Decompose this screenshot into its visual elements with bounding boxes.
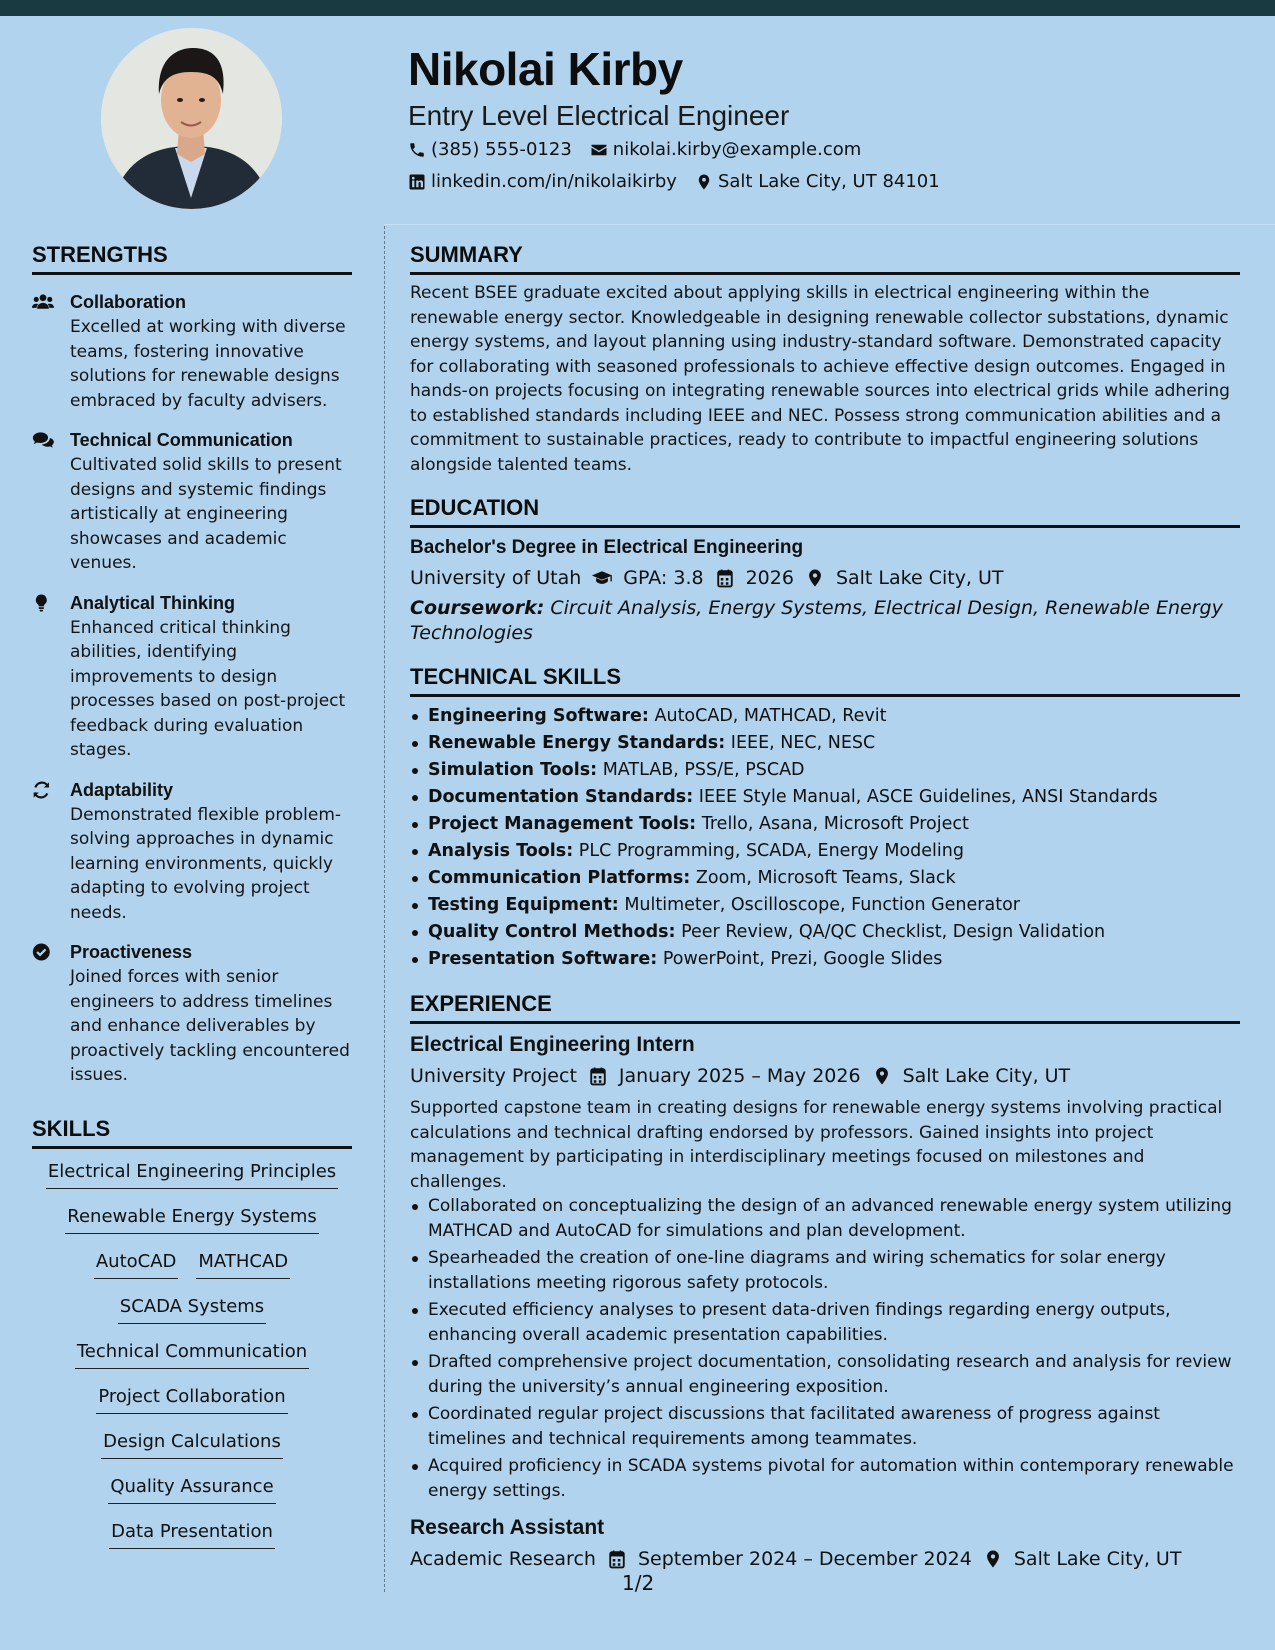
column-divider xyxy=(384,226,385,1592)
job-bullets xyxy=(410,1194,1240,1503)
contact-row-2 xyxy=(408,166,1248,198)
top-accent-bar xyxy=(0,0,1275,16)
experience-heading: EXPERIENCE xyxy=(410,989,1240,1024)
job-dates: September 2024 – December 2024 xyxy=(637,1548,972,1570)
list-item: Analysis Tools: PLC Programming, SCADA, Energy Modeling xyxy=(410,838,1240,865)
gpa-text: GPA: 3.8 xyxy=(623,567,704,589)
strength-item xyxy=(32,427,352,576)
map-pin-icon xyxy=(871,1066,893,1086)
strength-description: Demonstrated flexible problem-solving approaches in dynamic learning environments, quickly adapting to evolving project needs. xyxy=(70,804,342,923)
comments-icon xyxy=(32,430,54,450)
list-item: Project Management Tools: Trello, Asana, Microsoft Project xyxy=(410,811,1240,838)
list-item: Executed efficiency analyses to present data-driven findings regarding energy outputs, enhancing overall academic presentation capabilities. xyxy=(410,1298,1240,1347)
job-meta xyxy=(410,1543,1240,1575)
lightbulb-icon xyxy=(32,593,54,613)
skill-tag: SCADA Systems xyxy=(118,1294,266,1324)
skill-tag: Electrical Engineering Principles xyxy=(46,1159,338,1189)
linkedin-icon xyxy=(408,173,426,191)
list-item: Quality Control Methods: Peer Review, QA/QC Checklist, Design Validation xyxy=(410,919,1240,946)
right-column xyxy=(410,240,1240,1575)
summary-heading: SUMMARY xyxy=(410,240,1240,275)
job-meta xyxy=(410,1060,1240,1092)
header xyxy=(408,40,1248,198)
skill-tag: AutoCAD xyxy=(94,1249,179,1279)
education-meta xyxy=(410,562,1240,594)
strength-item xyxy=(32,777,352,926)
list-item: Renewable Energy Standards: IEEE, NEC, NESC xyxy=(410,730,1240,757)
strength-name: Collaboration xyxy=(70,292,186,312)
strength-item xyxy=(32,939,352,1088)
skill-tag: Renewable Energy Systems xyxy=(65,1204,318,1234)
strength-name: Adaptability xyxy=(70,779,174,800)
coursework-list: Circuit Analysis, Energy Systems, Electrical Design, Renewable Energy Technologies xyxy=(410,597,1223,644)
location-text: Salt Lake City, UT 84101 xyxy=(717,171,940,192)
strength-description: Enhanced critical thinking abilities, identifying improvements to design processes based on post-project feedback during evaluation stages. xyxy=(70,617,346,760)
strength-name: Technical Communication xyxy=(70,430,293,450)
list-item: Engineering Software: AutoCAD, MATHCAD, Revit xyxy=(410,703,1240,730)
technical-skills-heading: TECHNICAL SKILLS xyxy=(410,662,1240,697)
contact-row-1 xyxy=(408,134,1248,166)
strengths-heading: STRENGTHS xyxy=(32,240,352,275)
skill-tag: Data Presentation xyxy=(109,1519,275,1549)
strength-name: Proactiveness xyxy=(70,942,193,962)
page-number: 1/2 xyxy=(622,1571,655,1595)
organization: University Project xyxy=(410,1065,577,1087)
education-heading: EDUCATION xyxy=(410,493,1240,528)
phone-contact[interactable] xyxy=(408,134,572,166)
map-pin-icon xyxy=(804,568,826,588)
location-contact xyxy=(695,166,940,198)
list-item: Documentation Standards: IEEE Style Manual, ASCE Guidelines, ANSI Standards xyxy=(410,784,1240,811)
degree-title: Bachelor's Degree in Electrical Engineering xyxy=(410,537,804,558)
coursework xyxy=(410,596,1240,646)
graduation-cap-icon xyxy=(591,568,613,588)
users-icon xyxy=(32,292,54,312)
skill-tag: MATHCAD xyxy=(196,1249,290,1279)
skill-tag: Technical Communication xyxy=(75,1339,309,1369)
job-location: Salt Lake City, UT xyxy=(902,1065,1071,1087)
strength-name: Analytical Thinking xyxy=(70,592,236,613)
list-item: Presentation Software: PowerPoint, Prezi, Google Slides xyxy=(410,946,1240,973)
candidate-title: Entry Level Electrical Engineer xyxy=(408,100,790,131)
email-contact[interactable] xyxy=(590,134,862,166)
strength-description: Excelled at working with diverse teams, fostering innovative solutions for renewable designs embraced by faculty advisers. xyxy=(70,317,346,411)
left-column xyxy=(32,240,352,1564)
email-text: nikolai.kirby@example.com xyxy=(612,139,862,160)
list-item: Collaborated on conceptualizing the design of an advanced renewable energy system utilizing MATHCAD and AutoCAD for simulations and plan development. xyxy=(410,1194,1240,1243)
job-description: Supported capstone team in creating designs for renewable energy systems involving practical calculations and technical drafting endorsed by professors. Gained insights into project management by participating in interdisciplinary meetings focused on milestones and challenges. xyxy=(410,1098,1223,1192)
strength-description: Cultivated solid skills to present designs and systemic findings artistically at engineering showcases and academic venues. xyxy=(70,455,342,573)
job-dates: January 2025 – May 2026 xyxy=(618,1065,861,1087)
job-title: Electrical Engineering Intern xyxy=(410,1033,695,1056)
list-item: Coordinated regular project discussions that facilitated awareness of progress against timelines and technical requirements among teammates. xyxy=(410,1402,1240,1451)
list-item: Testing Equipment: Multimeter, Oscilloscope, Function Generator xyxy=(410,892,1240,919)
strength-description: Joined forces with senior engineers to address timelines and enhance deliverables by proactively tackling encountered issues. xyxy=(70,967,350,1085)
calendar-icon xyxy=(714,568,736,588)
header-divider xyxy=(384,224,1275,225)
candidate-name: Nikolai Kirby xyxy=(408,43,683,95)
skill-tag: Project Collaboration xyxy=(96,1384,287,1414)
phone-icon xyxy=(408,141,426,159)
technical-skills-list xyxy=(410,703,1240,973)
list-item: Communication Platforms: Zoom, Microsoft Teams, Slack xyxy=(410,865,1240,892)
calendar-icon xyxy=(587,1066,609,1086)
list-item: Drafted comprehensive project documentation, consolidating research and analysis for review during the university’s annual engineering exposition. xyxy=(410,1350,1240,1399)
summary-text: Recent BSEE graduate excited about applying skills in electrical engineering within the renewable energy sector. Knowledgeable in designing renewable collector substations, dynamic energy systems, and layout planning using industry-standard software. Demonstrated capacity for collaborating with seasoned professionals to achieve effective design outcomes. Engaged in hands-on projects focusing on integrating renewable sources into electrical grids while adhering to established standards including IEEE and NEC. Possess strong communication abilities and a commitment to sustainable practices, ready to contribute to impactful engineering solutions alongside talented teams. xyxy=(410,283,1230,475)
map-pin-icon xyxy=(982,1549,1004,1569)
graduation-year: 2026 xyxy=(745,567,794,589)
phone-text: (385) 555-0123 xyxy=(431,139,572,160)
skills-heading: SKILLS xyxy=(32,1114,352,1149)
refresh-icon xyxy=(32,780,54,800)
strength-item xyxy=(32,590,352,763)
list-item: Simulation Tools: MATLAB, PSS/E, PSCAD xyxy=(410,757,1240,784)
job-title: Research Assistant xyxy=(410,1516,605,1539)
linkedin-text: linkedin.com/in/nikolaikirby xyxy=(431,171,677,192)
coursework-label: Coursework: xyxy=(410,597,545,619)
list-item: Acquired proficiency in SCADA systems pivotal for automation within contemporary renewable energy settings. xyxy=(410,1454,1240,1503)
list-item: Spearheaded the creation of one-line diagrams and wiring schematics for solar energy installations meeting rigorous safety protocols. xyxy=(410,1246,1240,1295)
linkedin-contact[interactable] xyxy=(408,166,677,198)
organization: Academic Research xyxy=(410,1548,596,1570)
skill-tag: Quality Assurance xyxy=(108,1474,275,1504)
job-location: Salt Lake City, UT xyxy=(1013,1548,1182,1570)
skill-tag: Design Calculations xyxy=(101,1429,283,1459)
education-location: Salt Lake City, UT xyxy=(835,567,1004,589)
school-name: University of Utah xyxy=(410,567,582,589)
strength-item xyxy=(32,289,352,413)
skills-list xyxy=(32,1159,352,1564)
envelope-icon xyxy=(590,141,608,159)
calendar-icon xyxy=(606,1549,628,1569)
map-pin-icon xyxy=(695,173,713,191)
check-circle-icon xyxy=(32,942,54,962)
profile-photo xyxy=(101,28,282,209)
